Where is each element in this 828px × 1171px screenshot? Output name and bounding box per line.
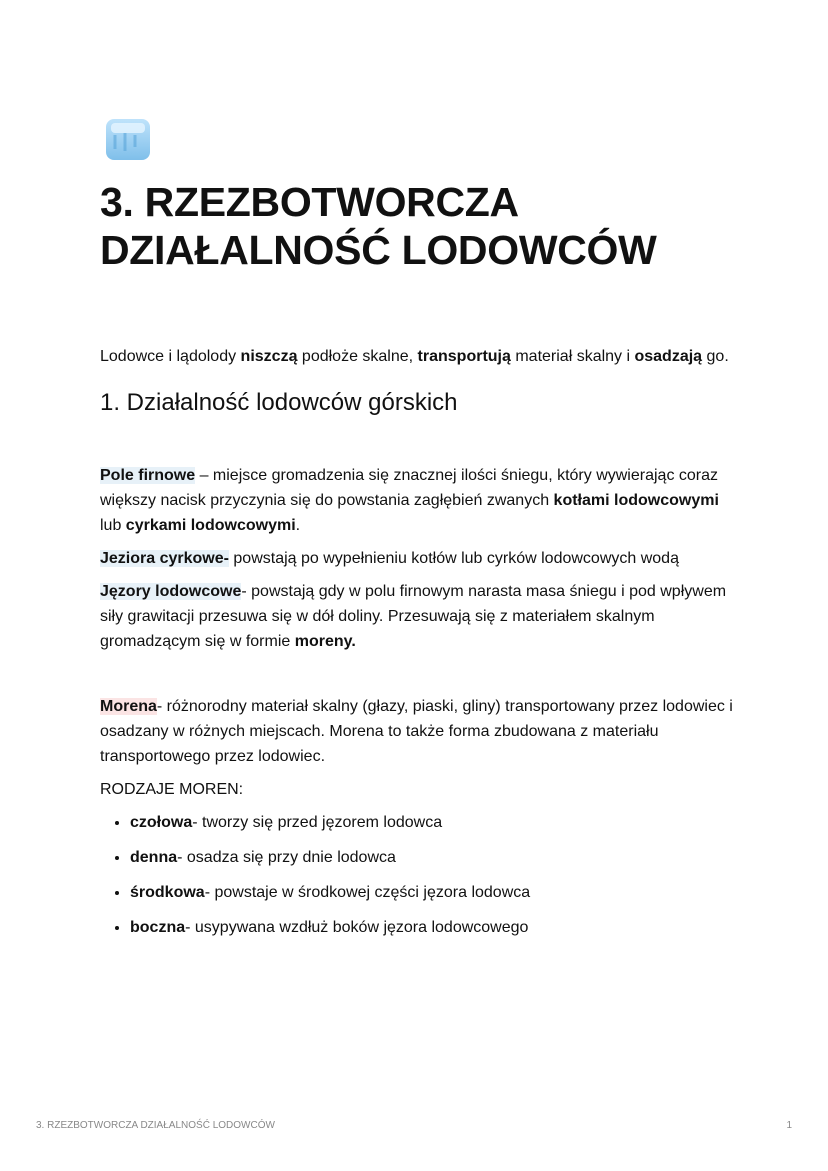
ice-cube-icon xyxy=(103,115,153,163)
section-heading: 1. Działalność lodowców górskich xyxy=(100,389,458,416)
intro-paragraph: Lodowce i lądolody niszczą podłoże skalne, transportują materiał skalny i osadzają go. xyxy=(100,348,729,365)
list-item: • denna- osadza się przy dnie lodowca xyxy=(130,845,740,870)
page-title: 3. RZEZBOTWORCZA DZIAŁALNOŚĆ LODOWCÓW xyxy=(100,179,657,273)
jeziora-paragraph: Jeziora cyrkowe- powstają po wypełnieniu kotłów lub cyrków lodowcowych wodą xyxy=(100,550,679,567)
pole-firnowe-paragraph: Pole firnowe – miejsce gromadzenia się znacznej ilości śniegu, który wywierając coraz większy nacisk przyczynia się do powstania zagłębień zwanych kotłami lodowcowymi lub cyrkami lodowcowymi. xyxy=(100,467,719,534)
rodzaje-label: RODZAJE MOREN: xyxy=(100,781,244,798)
morena-paragraph: Morena- różnorodny materiał skalny (głazy, piaski, gliny) transportowany przez lodowiec i osadzany w różnych miejscach. Morena to także forma zbudowana z materiału transportowego przez lodowiec. xyxy=(100,698,733,765)
jezory-paragraph: Jęzory lodowcowe- powstają gdy w polu firnowym narasta masa śniegu i pod wpływem siły grawitacji przesuwa się w dół doliny. Przesuwają się z materiałem skalnym gromadzącym się w formie moreny. xyxy=(100,583,727,650)
list-item: • środkowa- powstaje w środkowej części jęzora lodowca xyxy=(130,880,740,905)
page-content xyxy=(100,344,740,950)
list-item: • boczna- usypywana wzdłuż boków jęzora lodowcowego xyxy=(130,915,740,940)
moreny-list xyxy=(100,810,740,940)
footer-title: 3. RZEZBOTWORCZA DZIAŁALNOŚĆ LODOWCÓW xyxy=(36,1120,275,1131)
list-item: • czołowa- tworzy się przed jęzorem lodowca xyxy=(130,810,740,835)
page-number: 1 xyxy=(786,1120,792,1131)
page-footer xyxy=(36,1120,792,1131)
